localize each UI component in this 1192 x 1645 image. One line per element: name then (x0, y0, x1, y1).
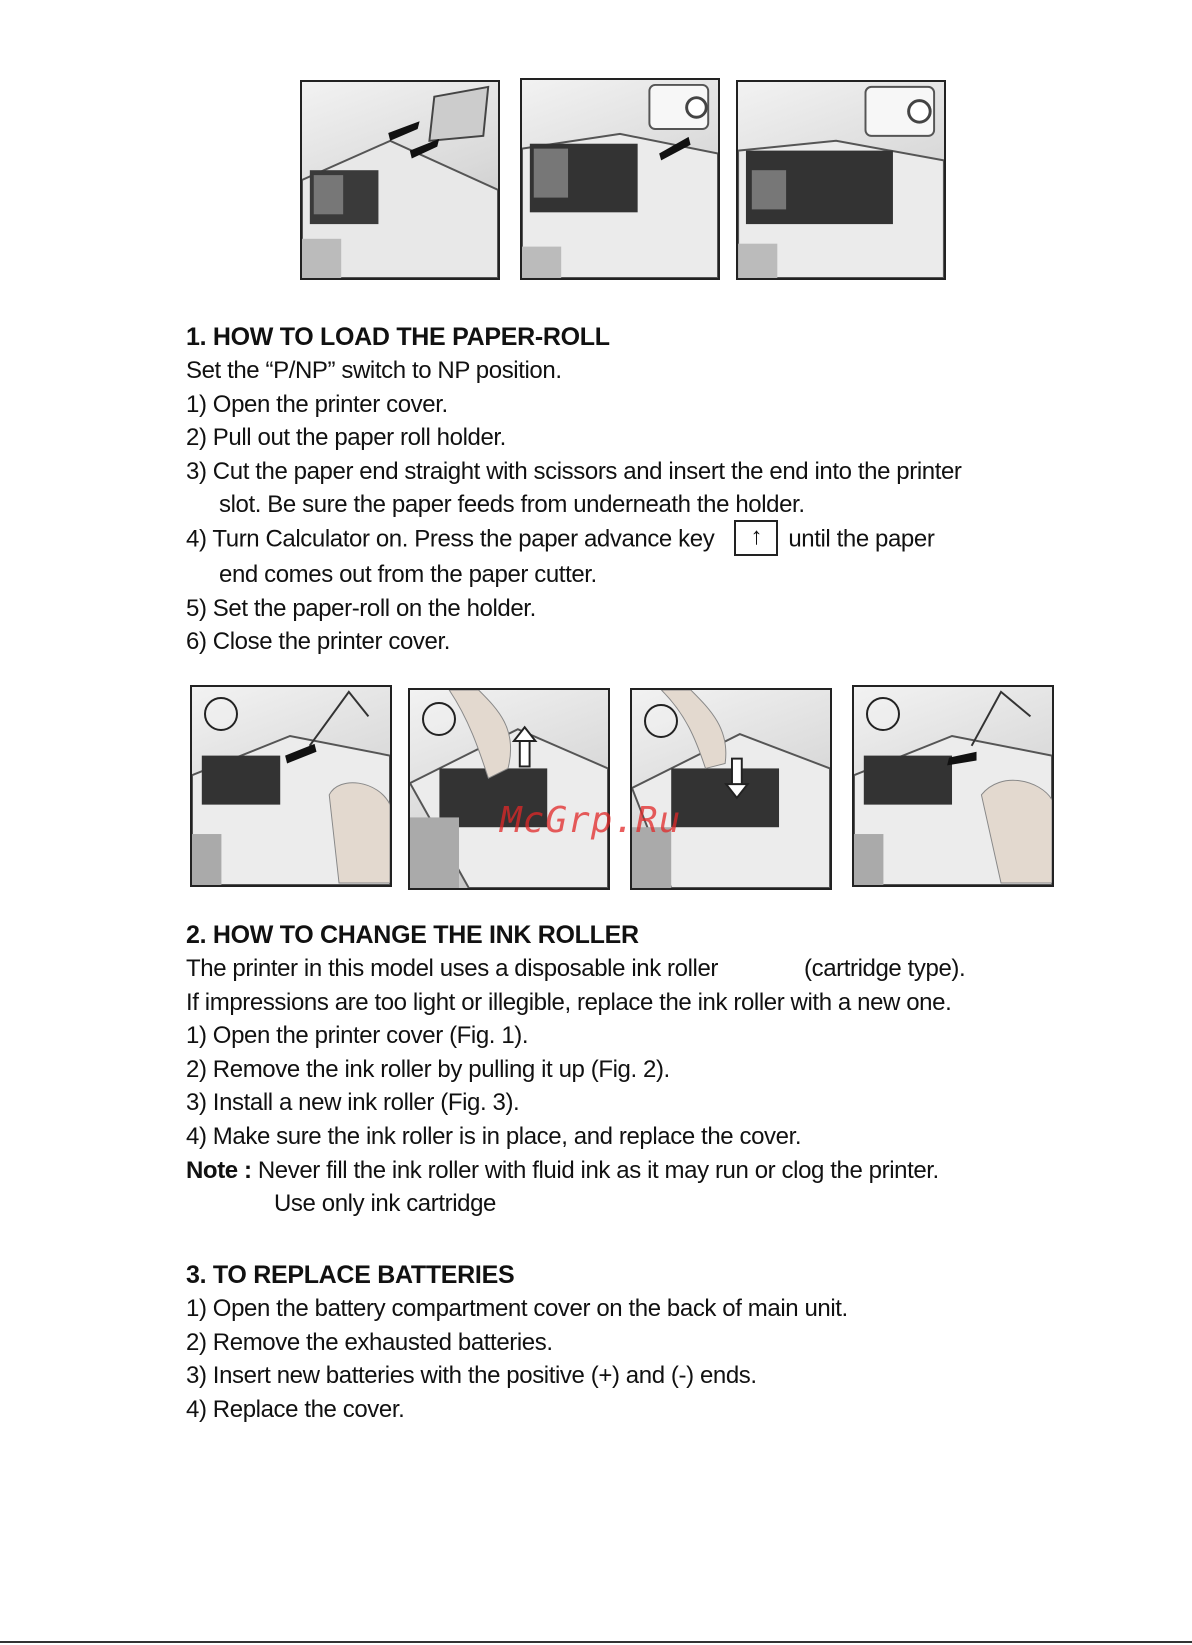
section-3-step-2: 2) Remove the exhausted batteries. (186, 1328, 553, 1356)
paper-advance-key-icon: ↑ (734, 520, 778, 556)
section-3-heading: 3. TO REPLACE BATTERIES (186, 1261, 515, 1289)
section-load-paper-roll (186, 320, 1066, 659)
figure-4-marker (866, 697, 900, 731)
section-1-step-4-tail: until the paper (788, 525, 935, 553)
section-2-line-1-text: The printer in this model uses a disposable ink roller (186, 955, 719, 982)
figure-1-marker (204, 697, 238, 731)
photo-pull-holder (300, 80, 500, 280)
photo-insert-roll (520, 78, 720, 280)
calculator-paper-roll-photo (522, 80, 718, 278)
note-text: Never fill the ink roller with fluid ink as it may run or clog the printer. (257, 1156, 939, 1184)
section-1-heading: 1. HOW TO LOAD THE PAPER-ROLL (186, 323, 610, 351)
section-1-intro: Set the “P/NP” switch to NP position. (186, 357, 562, 384)
section-1-step-4-text: 4) Turn Calculator on. Press the paper advance key (186, 525, 715, 553)
section-1-step-2: 2) Pull out the paper roll holder. (186, 424, 506, 452)
photo-roll-loaded (736, 80, 946, 280)
photo-fig-3 (630, 688, 832, 890)
section-1-step-5: 5) Set the paper-roll on the holder. (186, 594, 536, 622)
calculator-roll-loaded-photo (738, 82, 944, 278)
figure-2-marker (422, 702, 456, 736)
footer-rule (0, 1641, 1192, 1643)
watermark: McGrp.Ru (500, 800, 682, 841)
section-1-step-3: 3) Cut the paper end straight with scissors and insert the end into the printer (186, 457, 962, 485)
section-3-step-3: 3) Insert new batteries with the positive (+) and (-) ends. (186, 1362, 757, 1390)
note-label: Note : (186, 1156, 252, 1184)
section-2-step-1: 1) Open the printer cover (Fig. 1). (186, 1022, 529, 1050)
section-2-note-cont: Use only ink cartridge (274, 1190, 496, 1218)
figure-3-marker (644, 704, 678, 738)
photo-fig-4 (852, 685, 1054, 887)
section-2-note (186, 1154, 1066, 1188)
section-3-step-1: 1) Open the battery compartment cover on the back of main unit. (186, 1295, 848, 1322)
photo-fig-1 (190, 685, 392, 887)
section-2-step-2: 2) Remove the ink roller by pulling it up (Fig. 2). (186, 1055, 670, 1083)
section-3-step-4: 4) Replace the cover. (186, 1395, 405, 1423)
photo-fig-2 (408, 688, 610, 890)
section-2-line-1-tail: (cartridge type). (804, 955, 966, 982)
section-2-line-1 (186, 952, 1066, 986)
section-1-step-1: 1) Open the printer cover. (186, 390, 448, 418)
section-replace-batteries (186, 1258, 1066, 1426)
section-2-line-2: If impressions are too light or illegible, replace the ink roller with a new one. (186, 988, 952, 1016)
section-2-step-3: 3) Install a new ink roller (Fig. 3). (186, 1089, 520, 1117)
section-1-step-4-cont: end comes out from the paper cutter. (219, 560, 597, 588)
section-1-step-6: 6) Close the printer cover. (186, 628, 450, 656)
section-2-heading: 2. HOW TO CHANGE THE INK ROLLER (186, 921, 639, 949)
section-1-step-4 (186, 522, 1066, 558)
section-2-step-4: 4) Make sure the ink roller is in place, and replace the cover. (186, 1122, 802, 1150)
section-1-step-3-cont: slot. Be sure the paper feeds from underneath the holder. (219, 491, 805, 519)
section-change-ink-roller (186, 918, 1066, 1221)
calculator-paper-holder-photo (302, 82, 498, 278)
